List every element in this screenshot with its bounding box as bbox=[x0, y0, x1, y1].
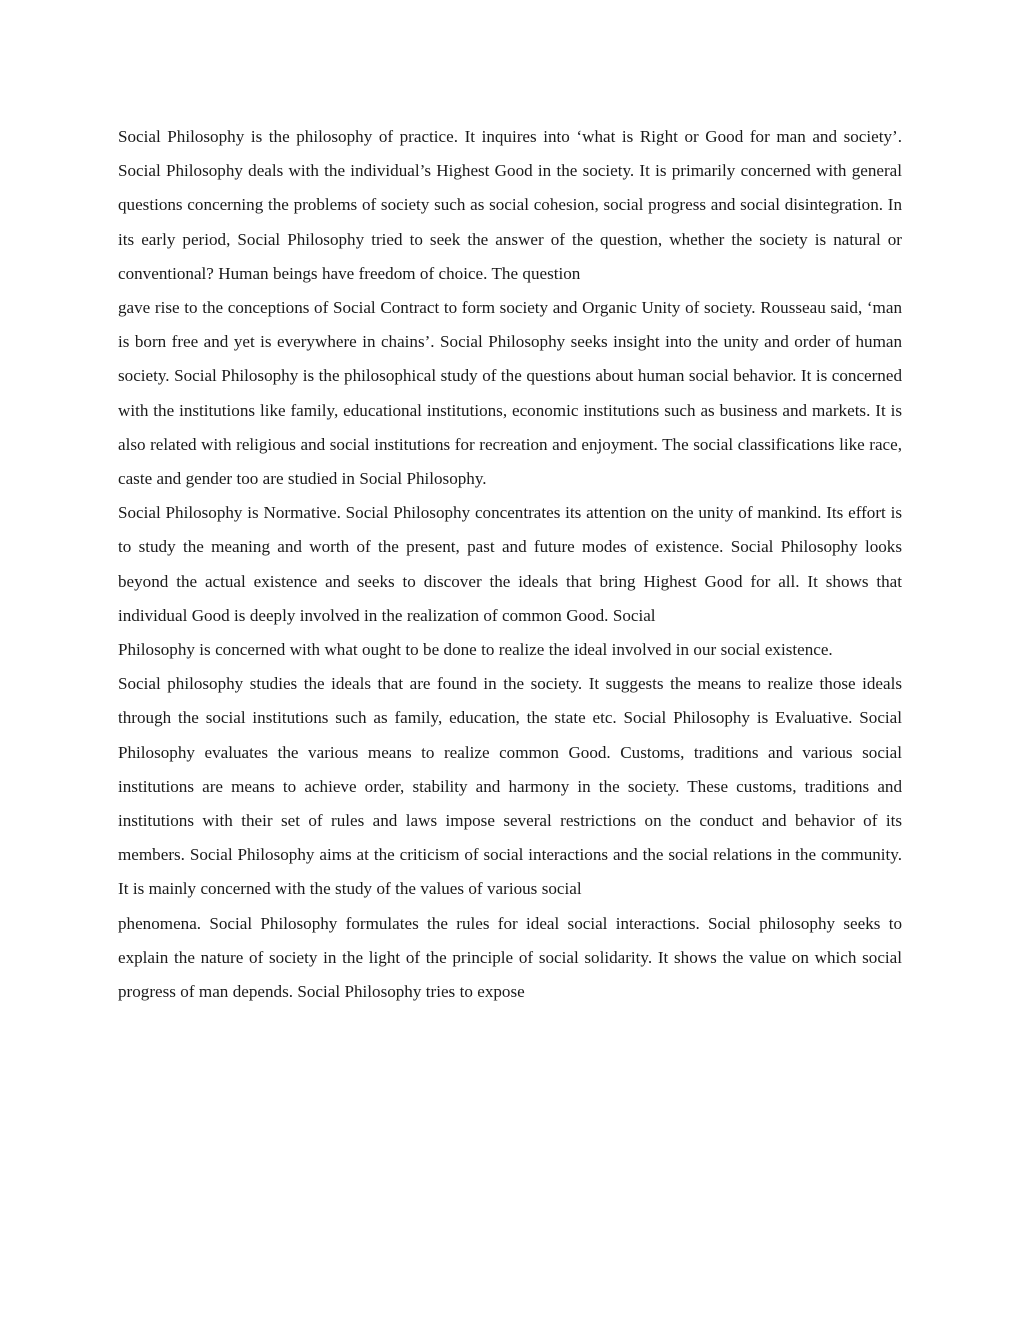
body-paragraph: Social philosophy studies the ideals that are found in the society. It suggests the means to realize those ideals through the social institutions such as family, education, the state etc. Social Philosophy is Evaluative. Social Philosophy evaluates the various means to realize common Good. Customs, traditions and various social institutions are means to achieve order, stability and harmony in the society. These customs, traditions and institutions with their set of rules and laws impose several restrictions on the conduct and behavior of its members. Social Philosophy aims at the criticism of social interactions and the social relations in the community. It is mainly concerned with the study of the values of various social bbox=[118, 674, 902, 899]
body-paragraph: phenomena. Social Philosophy formulates the rules for ideal social interactions. Social philosophy seeks to explain the nature of society in the light of the principle of social solidarity. It shows the value on which social progress of man depends. Social Philosophy tries to expose bbox=[118, 913, 902, 1002]
body-paragraph: Philosophy is concerned with what ought to be done to realize the ideal involved in our social existence. bbox=[118, 640, 833, 660]
body-paragraph: Social Philosophy is the philosophy of practice. It inquires into ‘what is Right or Good for man and society’. Social Philosophy deals with the individual’s Highest Good in the society. It is primarily concerned with general questions concerning the problems of society such as social cohesion, social progress and social disintegration. In its early period, Social Philosophy tried to seek the answer of the question, whether the society is natural or conventional? Human beings have freedom of choice. The question bbox=[118, 127, 902, 283]
body-paragraph: gave rise to the conceptions of Social Contract to form society and Organic Unity of society. Rousseau said, ‘man is born free and yet is everywhere in chains’. Social Philosophy seeks insight into the unity and order of human society. Social Philosophy is the philosophical study of the questions about human social behavior. It is concerned with the institutions like family, educational institutions, economic institutions such as business and markets. It is also related with religious and social institutions for recreation and enjoyment. The social classifications like race, caste and gender too are studied in Social Philosophy. bbox=[118, 298, 902, 489]
body-text-column bbox=[118, 120, 902, 1009]
body-paragraph: Social Philosophy is Normative. Social Philosophy concentrates its attention on the unity of mankind. Its effort is to study the meaning and worth of the present, past and future modes of existence. Social Philosophy looks beyond the actual existence and seeks to discover the ideals that bring Highest Good for all. It shows that individual Good is deeply involved in the realization of common Good. Social bbox=[118, 503, 902, 625]
